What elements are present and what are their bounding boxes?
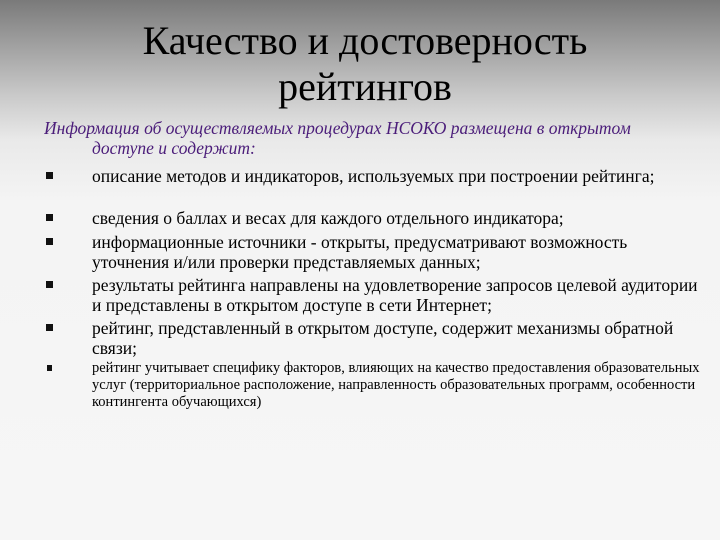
intro-line-1: Информация об осуществляемых процедурах НСОКО размещена в открытом [44, 118, 631, 138]
bullet-text: рейтинг, представленный в открытом доступе, содержит механизмы обратной связи; [92, 318, 674, 358]
bullet-text: информационные источники - открыты, предусматривают возможность уточнения и/или проверки представляемых данных; [92, 232, 628, 272]
square-bullet-icon [46, 172, 53, 179]
bullet-text: описание методов и индикаторов, используемых при построении рейтинга; [92, 166, 655, 186]
title-line-2: рейтингов [278, 64, 452, 109]
title-line-1: Качество и достоверность [142, 18, 588, 63]
square-bullet-icon [46, 238, 53, 245]
bullet-text: рейтинг учитывает специфику факторов, влияющих на качество предоставления образовательных услуг (территориальное расположение, направленность образовательных программ, особенности контингента обучающихся) [92, 360, 700, 410]
bullet-text: сведения о баллах и весах для каждого отдельного индикатора; [92, 208, 564, 228]
bullet-text: результаты рейтинга направлены на удовлетворение запросов целевой аудитории и представлены в открытом доступе в сети Интернет; [92, 275, 698, 315]
intro-text [44, 118, 720, 158]
square-bullet-icon [46, 281, 53, 288]
square-bullet-icon [46, 324, 53, 331]
slide-title [0, 18, 720, 110]
intro-line-2: доступе и содержит: [92, 138, 256, 158]
square-bullet-icon [47, 365, 52, 371]
square-bullet-icon [46, 214, 53, 221]
